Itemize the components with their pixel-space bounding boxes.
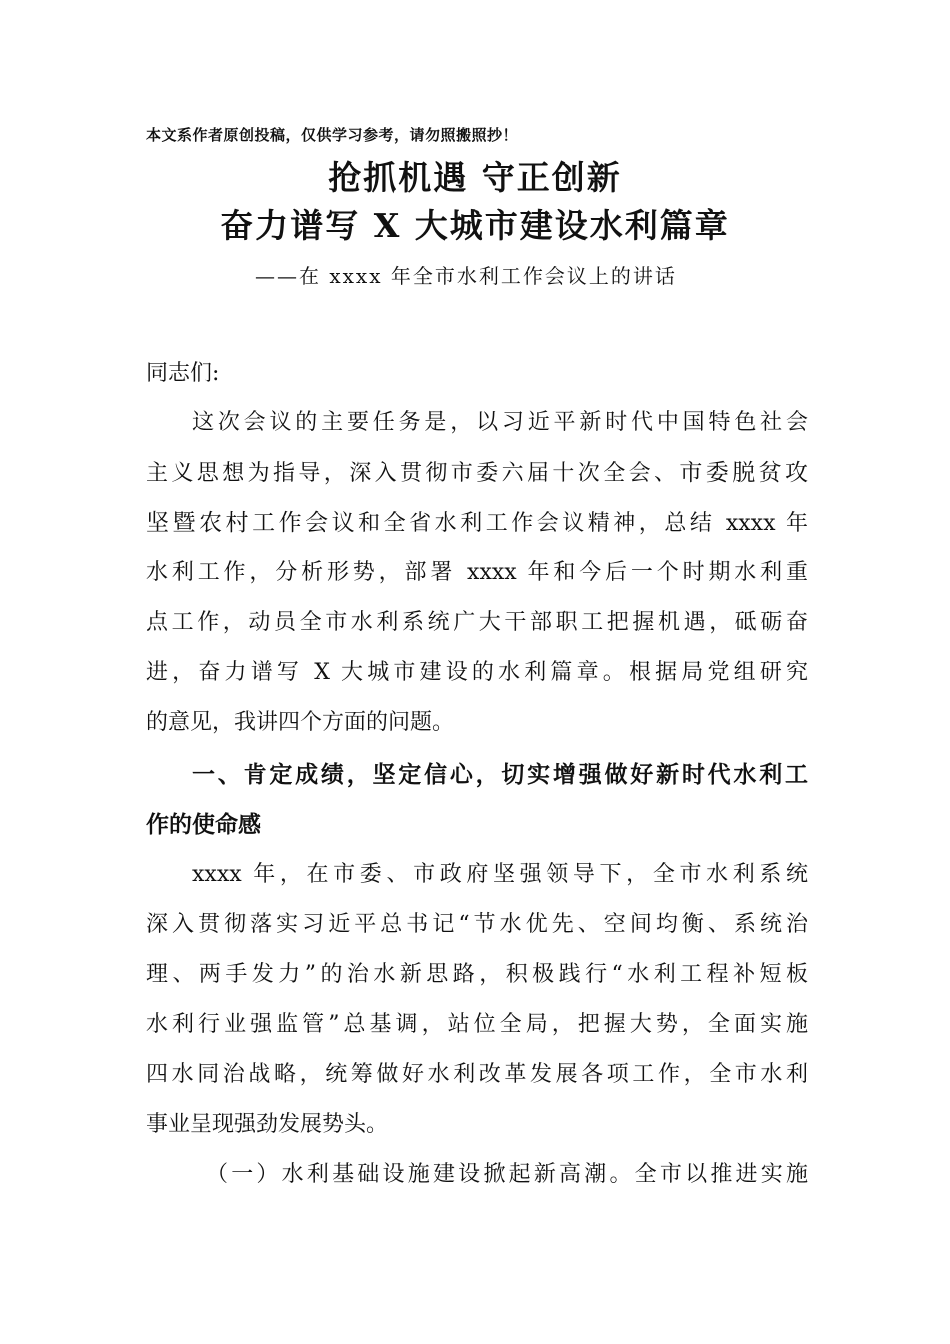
heading-1-line-2: 作的使命感 [146, 812, 261, 838]
section-heading-1 [146, 750, 808, 850]
intro-line-6: 进，奋力谱写 X 大城市建设的水利篇章。根据局党组研究 [146, 660, 808, 685]
para3-line-1: （一）水利基础设施建设掀起新高潮。全市以推进实施 [206, 1162, 808, 1187]
para2-line-1: xxxx 年，在市委、市政府坚强领导下，全市水利系统 [192, 862, 808, 887]
intro-line-2b: 市委脱贫攻 [679, 460, 808, 486]
paragraph-3 [146, 1150, 808, 1200]
intro-line-5: 点工作，动员全市水利系统广大干部职工把握机遇，砥砺奋 [146, 610, 808, 635]
para2-line-3: 理、两手发力”的治水新思路，积极践行“水利工程补短板 [146, 962, 808, 987]
intro-line-2 [146, 448, 808, 498]
para2-line-4: 水利行业强监管”总基调，站位全局，把握大势，全面实施 [146, 1012, 808, 1037]
intro-line-2a: 主义思想为指导，深入贯彻市委六届十次全会、 [146, 461, 680, 486]
heading-1-line-1: 一、肯定成绩，坚定信心，切实增强做好新时代水利工 [192, 762, 808, 788]
copyright-notice: 本文系作者原创投稿，仅供学习参考，请勿照搬照抄！ [146, 126, 519, 144]
subtitle: ——在 xxxx 年全市水利工作会议上的讲话 [255, 264, 677, 288]
title-line-2: 奋力谱写 X 大城市建设水利篇章 [220, 206, 730, 245]
title-line-1: 抢抓机遇 守正创新 [328, 158, 622, 197]
paragraph-2 [146, 850, 808, 1150]
intro-line-1: 这次会议的主要任务是，以习近平新时代中国特色社会 [192, 410, 808, 435]
intro-line-4: 水利工作，分析形势，部署 xxxx 年和今后一个时期水利重 [146, 560, 808, 585]
intro-paragraph [146, 398, 808, 748]
intro-line-3a: 坚暨农村工作会议 [146, 510, 359, 536]
salutation: 同志们: [146, 361, 220, 386]
para2-line-5: 四水同治战略，统筹做好水利改革发展各项工作，全市水利 [146, 1062, 808, 1087]
intro-line-7: 的意见，我讲四个方面的问题。 [146, 710, 455, 735]
para2-line-6: 事业呈现强劲发展势头。 [146, 1112, 389, 1137]
intro-line-3b: 和全省水利工作会议精神，总结 xxxx 年 [358, 511, 808, 536]
para2-line-2: 深入贯彻落实习近平总书记“节水优先、空间均衡、系统治 [146, 912, 808, 937]
intro-line-3 [146, 498, 808, 548]
